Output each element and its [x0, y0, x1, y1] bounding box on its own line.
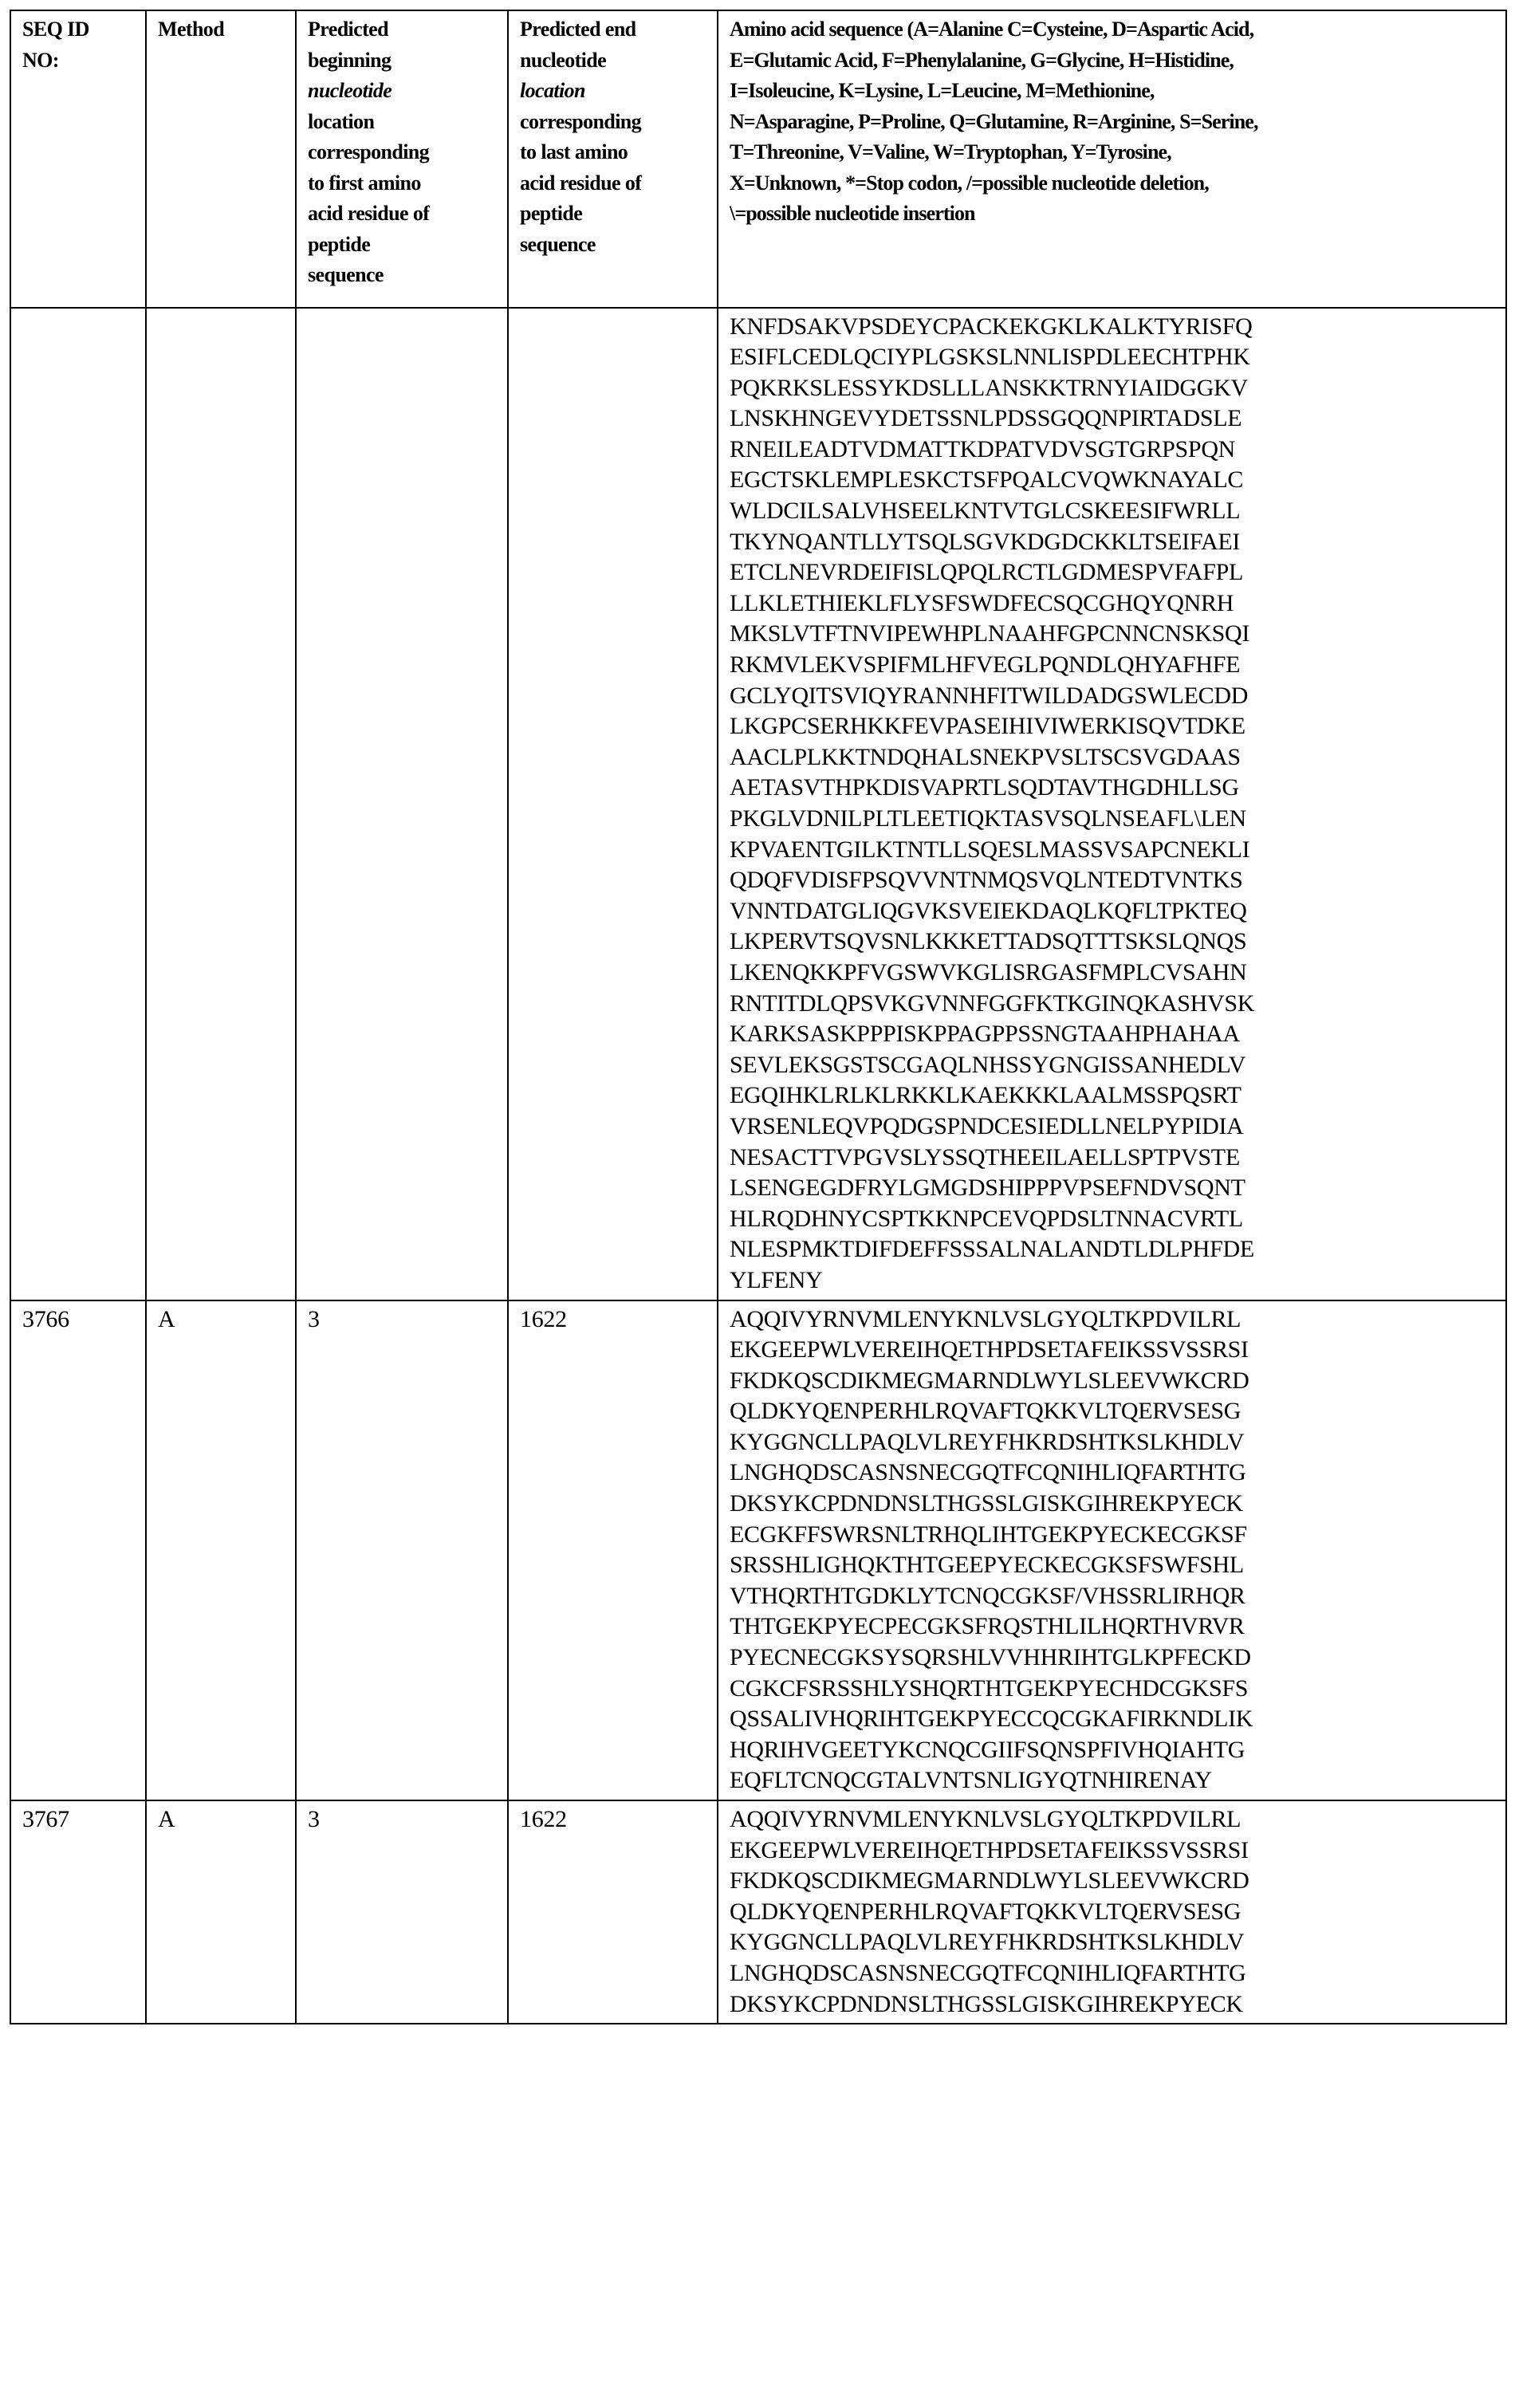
begin-location-cell: 3 — [296, 1300, 508, 1801]
sequence-line: VNNTDATGLIQGVKSVEIEKDAQLKQFLTPKTEQ — [730, 897, 1247, 924]
table-row — [10, 1300, 1506, 1801]
sequence-line: THTGEKPYECPECGKSFRQSTHLILHQRTHVRVR — [730, 1613, 1245, 1640]
sequence-line: KPVAENTGILKTNTLLSQESLMASSVSAPCNEKLI — [730, 836, 1250, 863]
header-line: I=Isoleucine, K=Lysine, L=Leucine, M=Methionine, — [730, 79, 1155, 102]
header-amino-acid-sequence — [718, 10, 1506, 308]
header-line: beginning — [308, 48, 392, 72]
sequence-line: PYECNECGKSYSQRSHLVVHHRIHTGLKPFECKD — [730, 1644, 1251, 1671]
end-location-cell: 1622 — [508, 1800, 718, 2024]
header-line: \=possible nucleotide insertion — [730, 202, 975, 225]
header-line: N=Asparagine, P=Proline, Q=Glutamine, R=Arginine, S=Serine, — [730, 109, 1258, 133]
header-line: location — [520, 79, 585, 102]
header-line: corresponding — [520, 109, 642, 133]
sequence-line: ECGKFFSWRSNLTRHQLIHTGEKPYECKECGKSF — [730, 1521, 1247, 1548]
begin-location-cell: 3 — [296, 1800, 508, 2024]
header-line: peptide — [520, 202, 583, 225]
header-line: acid residue of — [308, 202, 430, 225]
sequence-line: EKGEEPWLVEREIHQETHPDSETAFEIKSSVSSRSI — [730, 1836, 1249, 1863]
sequence-line: EGCTSKLEMPLESKCTSFPQALCVQWKNAYALC — [730, 466, 1244, 494]
sequence-line: FKDKQSCDIKMEGMARNDLWYLSLEEVWKCRD — [730, 1367, 1249, 1394]
header-line: sequence — [308, 263, 384, 286]
header-line: nucleotide — [308, 79, 392, 102]
sequence-line: EKGEEPWLVEREIHQETHPDSETAFEIKSSVSSRSI — [730, 1336, 1249, 1363]
header-end-location — [508, 10, 718, 308]
header-line: Amino acid sequence (A=Alanine C=Cysteine, D=Aspartic Acid, — [730, 18, 1254, 41]
sequence-line: HLRQDHNYCSPTKKNPCEVQPDSLTNNACVRTL — [730, 1205, 1243, 1232]
seq-id-cell — [10, 308, 146, 1300]
header-line: NO: — [22, 48, 59, 72]
end-location-cell: 1622 — [508, 1300, 718, 1801]
sequence-line: PQKRKSLESSYKDSLLLANSKKTRNYIAIDGGKV — [730, 374, 1248, 401]
header-line: T=Threonine, V=Valine, W=Tryptophan, Y=Tyrosine, — [730, 140, 1171, 163]
sequence-line: RKMVLEKVSPIFMLHFVEGLPQNDLQHYAFHFE — [730, 651, 1241, 679]
end-location-cell — [508, 308, 718, 1300]
sequence-line: YLFENY — [730, 1266, 823, 1293]
sequence-line: QLDKYQENPERHLRQVAFTQKKVLTQERVSESG — [730, 1898, 1242, 1925]
sequence-line: HQRIHVGEETYKCNQCGIIFSQNSPFIVHQIAHTG — [730, 1736, 1245, 1763]
header-line: sequence — [520, 232, 596, 256]
sequence-line: LNGHQDSCASNSNECGQTFCQNIHLIQFARTHTG — [730, 1959, 1246, 1986]
table-row — [10, 1800, 1506, 2024]
sequence-line: ETCLNEVRDEIFISLQPQLRCTLGDMESPVFAFPL — [730, 559, 1244, 586]
sequence-line: SEVLEKSGSTSCGAQLNHSSYGNGISSANHEDLV — [730, 1051, 1246, 1078]
header-line: nucleotide — [520, 48, 607, 72]
header-line: Predicted — [308, 18, 388, 41]
amino-acid-sequence-cell — [718, 1300, 1506, 1801]
sequence-line: DKSYKCPDNDNSLTHGSSLGISKGIHREKPYECK — [730, 1490, 1243, 1517]
sequence-line: LSENGEGDFRYLGMGDSHIPPPVPSEFNDVSQNT — [730, 1174, 1245, 1202]
header-line: location — [308, 109, 375, 133]
seq-id-cell: 3766 — [10, 1300, 146, 1801]
header-line: acid residue of — [520, 171, 642, 195]
seq-id-cell: 3767 — [10, 1800, 146, 2024]
sequence-line: LNGHQDSCASNSNECGQTFCQNIHLIQFARTHTG — [730, 1459, 1246, 1486]
sequence-line: EQFLTCNQCGTALVNTSNLIGYQTNHIRENAY — [730, 1767, 1212, 1794]
header-line: Predicted end — [520, 18, 636, 41]
sequence-line: TKYNQANTLLYTSQLSGVKDGDCKKLTSEIFAEI — [730, 528, 1241, 555]
sequence-line: AACLPLKKTNDQHALSNEKPVSLTSCSVGDAAS — [730, 743, 1241, 770]
table-body — [10, 308, 1506, 2024]
sequence-line: RNEILEADTVDMATTKDPATVDVSGTGRPSPQN — [730, 435, 1236, 462]
header-line: to first amino — [308, 171, 421, 195]
sequence-line: WLDCILSALVHSEELKNTVTGLCSKEESIFWRLL — [730, 498, 1241, 525]
header-line: SEQ ID — [22, 18, 89, 41]
method-cell: A — [146, 1300, 296, 1801]
sequence-line: KARKSASKPPPISKPPAGPPSSNGTAAHPHAHAA — [730, 1021, 1240, 1048]
sequence-line: RNTITDLQPSVKGVNNFGGFKTKGINQKASHVSK — [730, 990, 1255, 1017]
sequence-line: LNSKHNGEVYDETSSNLPDSSGQQNPIRTADSLE — [730, 405, 1242, 432]
sequence-line: ESIFLCEDLQCIYPLGSKSLNNLISPDLEECHTPHK — [730, 344, 1250, 371]
sequence-line: VTHQRTHTGDKLYTCNQCGKSF/VHSSRLIRHQR — [730, 1582, 1245, 1609]
sequence-line: EGQIHKLRLKLRKKLKAEKKKLAALMSSPQSRT — [730, 1082, 1242, 1109]
sequence-line: AQQIVYRNVMLENYKNLVSLGYQLTKPDVILRL — [730, 1305, 1242, 1332]
header-method — [146, 10, 296, 308]
sequence-line: LKPERVTSQVSNLKKKETTADSQTTTSKSLQNQS — [730, 928, 1247, 955]
begin-location-cell — [296, 308, 508, 1300]
sequence-line: KYGGNCLLPAQLVLREYFHKRDSHTKSLKHDLV — [730, 1428, 1245, 1455]
sequence-line: FKDKQSCDIKMEGMARNDLWYLSLEEVWKCRD — [730, 1867, 1249, 1895]
sequence-line: KNFDSAKVPSDEYCPACKEKGKLKALKTYRISFQ — [730, 313, 1253, 340]
patent-sequence-table-page — [10, 10, 1505, 2024]
sequence-line: GCLYQITSVIQYRANNHFITWILDADGSWLECDD — [730, 682, 1249, 709]
table-row — [10, 308, 1506, 1300]
sequence-line: NLESPMKTDIFDEFFSSSALNALANDTLDLPHFDE — [730, 1236, 1254, 1263]
sequence-line: NESACTTVPGVSLYSSQTHEEILAELLSPTPVSTE — [730, 1143, 1240, 1171]
header-line: E=Glutamic Acid, F=Phenylalanine, G=Glycine, H=Histidine, — [730, 48, 1234, 72]
header-line: to last amino — [520, 140, 628, 163]
sequence-line: VRSENLEQVPQDGSPNDCESIEDLLNELPYPIDIA — [730, 1112, 1244, 1139]
sequence-line: CGKCFSRSSHLYSHQRTHTGEKPYECHDCGKSFS — [730, 1674, 1249, 1702]
sequence-line: SRSSHLIGHQKTHTGEEPYECKECGKSFSWFSHL — [730, 1552, 1244, 1579]
sequence-line: AQQIVYRNVMLENYKNLVSLGYQLTKPDVILRL — [730, 1806, 1242, 1832]
header-seq-id — [10, 10, 146, 308]
table-header-row — [10, 10, 1506, 308]
amino-acid-sequence-cell — [718, 308, 1506, 1300]
method-cell — [146, 308, 296, 1300]
sequence-line: MKSLVTFTNVIPEWHPLNAAHFGPCNNCNSKSQI — [730, 620, 1250, 647]
sequence-table — [10, 10, 1507, 2024]
amino-acid-sequence-cell — [718, 1800, 1506, 2024]
method-cell: A — [146, 1800, 296, 2024]
header-line: X=Unknown, *=Stop codon, /=possible nucleotide deletion, — [730, 171, 1209, 195]
header-line: corresponding — [308, 140, 430, 163]
sequence-line: QDQFVDISFPSQVVNTNMQSVQLNTEDTVNTKS — [730, 867, 1243, 894]
header-line: peptide — [308, 232, 371, 256]
sequence-line: PKGLVDNILPLTLEETIQKTASVSQLNSEAFL\LEN — [730, 805, 1246, 832]
sequence-line: AETASVTHPKDISVAPRTLSQDTAVTHGDHLLSG — [730, 774, 1239, 801]
sequence-line: DKSYKCPDNDNSLTHGSSLGISKGIHREKPYECK — [730, 1990, 1243, 2017]
sequence-line: LLKLETHIEKLFLYSFSWDFECSQCGHQYQNRH — [730, 589, 1234, 616]
sequence-line: LKENQKKPFVGSWVKGLISRGASFMPLCVSAHN — [730, 958, 1247, 986]
header-line: Method — [158, 18, 225, 41]
sequence-line: QSSALIVHQRIHTGEKPYECCQCGKAFIRKNDLIK — [730, 1706, 1253, 1733]
header-begin-location — [296, 10, 508, 308]
sequence-line: QLDKYQENPERHLRQVAFTQKKVLTQERVSESG — [730, 1398, 1242, 1425]
sequence-line: LKGPCSERHKKFEVPASEIHIVIWERKISQVTDKE — [730, 713, 1245, 740]
sequence-line: KYGGNCLLPAQLVLREYFHKRDSHTKSLKHDLV — [730, 1929, 1245, 1956]
